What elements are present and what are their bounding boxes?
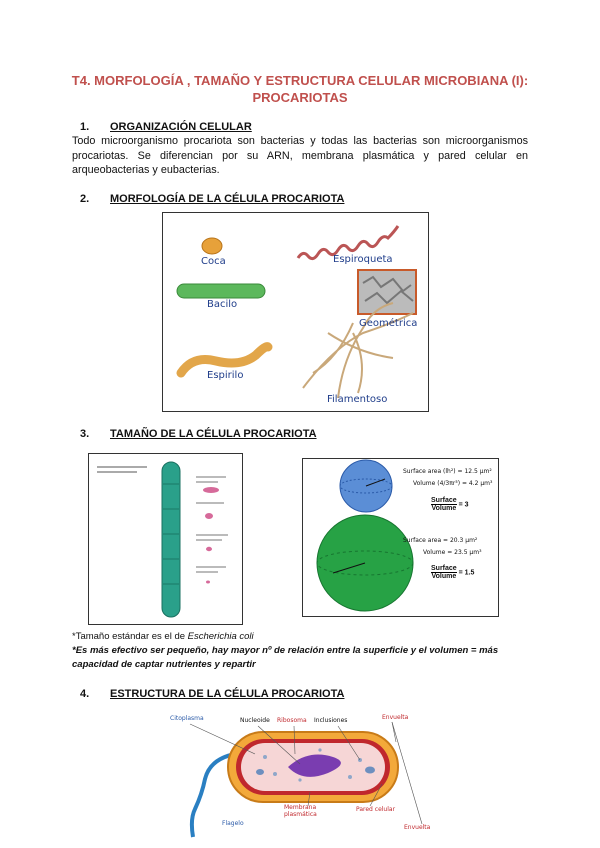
large-volume-label: Volume = 23.5 µm³ <box>423 549 482 556</box>
label-citoplasma: Citoplasma <box>170 715 204 722</box>
label-envuelta-top: Envuelta <box>382 714 409 721</box>
cell-structure-figure <box>160 712 440 842</box>
surface-volume-figure <box>302 458 499 617</box>
label-coca: Coca <box>201 256 226 267</box>
label-espiroqueta: Espiroqueta <box>333 254 393 265</box>
label-geometrica: Geométrica <box>359 318 418 329</box>
label-flagelo: Flagelo <box>222 820 244 827</box>
ecoli-shape <box>203 487 219 493</box>
smaller-cell-shape <box>206 547 212 551</box>
section-1-heading: 1. ORGANIZACIÓN CELULAR <box>80 121 252 133</box>
label-pared: Pared celular <box>356 806 396 813</box>
small-volume-label: Volume (4/3πr³) = 4.2 µm³ <box>413 480 493 487</box>
geometrica-photo <box>358 270 416 314</box>
label-ribosoma: Ribosoma <box>277 717 307 724</box>
large-area-label: Surface area = 20.3 µm² <box>403 537 478 544</box>
label-espirilo: Espirilo <box>207 370 244 381</box>
small-area-label: Surface area (lh²) = 12.5 µm² <box>403 468 492 475</box>
label-filamentoso: Filamentoso <box>327 394 388 405</box>
size-note-1: *Tamaño estándar es el de Escherichia coli <box>72 631 254 642</box>
label-nucleoide: Nucleoide <box>240 717 270 724</box>
tiny-cell-shape <box>206 581 210 584</box>
large-ratio: Surface Volume = 1.5 <box>431 565 475 580</box>
small-cell-shape <box>205 513 213 519</box>
large-bacterium-shape <box>162 462 180 617</box>
morphology-figure <box>162 212 429 412</box>
section-3-heading: 3. TAMAÑO DE LA CÉLULA PROCARIOTA <box>80 428 317 440</box>
section-2-heading: 2. MORFOLOGÍA DE LA CÉLULA PROCARIOTA <box>80 193 345 205</box>
section-1-text: Todo microorganismo procariota son bacterias y todas las bacterias son microorganismos procariotas. Se diferencian por su ARN, membrana plasmática y pared celular en arqueobacterias y eubacterias. <box>72 135 528 176</box>
label-envuelta-bottom: Envuelta <box>404 824 431 831</box>
label-inclusiones: Inclusiones <box>314 717 348 724</box>
small-ratio: Surface Volume = 3 <box>431 497 469 512</box>
section-4-heading: 4. ESTRUCTURA DE LA CÉLULA PROCARIOTA <box>80 688 345 700</box>
size-comparison-figure <box>88 453 243 625</box>
size-note-2: *Es más efectivo ser pequeño, hay mayor nº de relación entre la superficie y el volumen = más capacidad de captar nutrientes y repartir <box>72 645 499 670</box>
label-membrana: Membrana plasmática <box>284 804 317 818</box>
coca-shape <box>202 238 222 254</box>
label-bacilo: Bacilo <box>207 299 238 310</box>
bacilo-shape <box>177 284 265 298</box>
page-title: T4. MORFOLOGÍA , TAMAÑO Y ESTRUCTURA CELULAR MICROBIANA (I): PROCARIOTAS <box>71 73 529 105</box>
